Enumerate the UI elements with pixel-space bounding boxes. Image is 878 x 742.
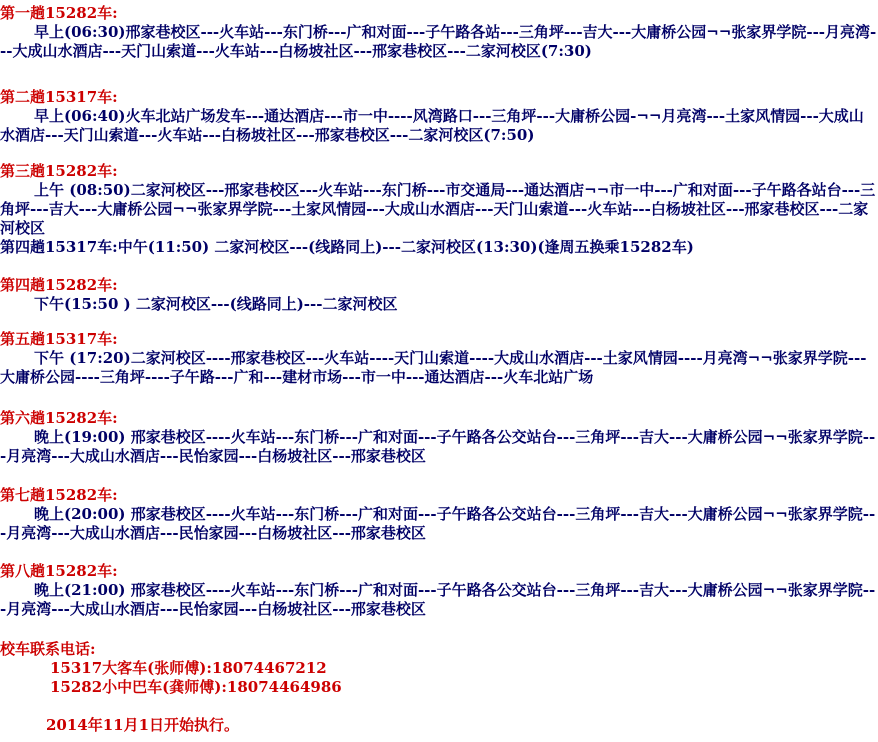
trip-5 bbox=[0, 330, 878, 387]
effective-date-note: 2014年11月1日开始执行。 bbox=[46, 716, 240, 734]
trip-2 bbox=[0, 88, 878, 145]
trip-1-heading: 第一趟15282车: bbox=[0, 4, 118, 22]
trip-8 bbox=[0, 562, 878, 619]
trip-2-route: 早上(06:40)火车北站广场发车---通达酒店---市一中----风湾路口---三角坪---大庸桥公园-¬¬月亮湾---土家风情园---大成山水酒店---天门山索道---火车站---白杨坡社区---邢家巷校区---二家河校区(7:50) bbox=[0, 107, 864, 144]
contact-line-2: 15282小中巴车(龚师傅):18074464986 bbox=[50, 678, 342, 696]
contact-line-1: 15317大客车(张师傅):18074467212 bbox=[50, 659, 327, 677]
trip-4-route: 下午(15:50 ) 二家河校区---(线路同上)---二家河校区 bbox=[34, 295, 398, 313]
contact-section bbox=[0, 640, 878, 697]
contact-title: 校车联系电话: bbox=[0, 640, 96, 658]
trip-8-heading: 第八趟15282车: bbox=[0, 562, 118, 580]
trip-7 bbox=[0, 486, 878, 543]
trip-7-heading: 第七趟15282车: bbox=[0, 486, 118, 504]
trip-3-route: 上午 (08:50)二家河校区---邢家巷校区---火车站---东门桥---市交通局---通达酒店¬¬市一中---广和对面---子午路各站台---三角坪---吉大---大庸桥公园¬¬张家界学院---土家风情园---大成山水酒店---天门山索道---火车站---白杨坡社区---邢家巷校区---二家河校区 bbox=[0, 181, 876, 237]
trip-3 bbox=[0, 162, 878, 257]
trip-6-heading: 第六趟15282车: bbox=[0, 409, 118, 427]
trip-5-heading: 第五趟15317车: bbox=[0, 330, 118, 348]
trip-7-route: 晚上(20:00) 邢家巷校区----火车站---东门桥---广和对面---子午路各公交站台---三角坪---吉大---大庸桥公园¬¬张家界学院---月亮湾---大成山水酒店---民怡家园---白杨坡社区---邢家巷校区 bbox=[0, 505, 876, 542]
trip-4 bbox=[0, 276, 878, 314]
trip-8-route: 晚上(21:00) 邢家巷校区----火车站---东门桥---广和对面---子午路各公交站台---三角坪---吉大---大庸桥公园¬¬张家界学院---月亮湾---大成山水酒店---民怡家园---白杨坡社区---邢家巷校区 bbox=[0, 581, 876, 618]
trip-3-heading: 第三趟15282车: bbox=[0, 162, 118, 180]
trip-2-heading: 第二趟15317车: bbox=[0, 88, 118, 106]
trip-1-route: 早上(06:30)邢家巷校区---火车站---东门桥---广和对面---子午路各站---三角坪---吉大---大庸桥公园¬¬张家界学院---月亮湾---大成山水酒店---天门山索道---火车站---白杨坡社区---邢家巷校区---二家河校区(7:30) bbox=[0, 23, 877, 60]
trip-1 bbox=[0, 4, 878, 61]
trip-5-route: 下午 (17:20)二家河校区----邢家巷校区---火车站----天门山索道----大成山水酒店---土家风情园----月亮湾¬¬张家界学院---大庸桥公园----三角坪----子午路---广和---建材市场---市一中---通达酒店---火车北站广场 bbox=[0, 349, 867, 386]
trip-4-noon-line: 第四趟15317车:中午(11:50) 二家河校区---(线路同上)---二家河校区(13:30)(逢周五换乘15282车) bbox=[0, 238, 694, 256]
trip-6 bbox=[0, 409, 878, 466]
trip-4-heading: 第四趟15282车: bbox=[0, 276, 118, 294]
trip-6-route: 晚上(19:00) 邢家巷校区----火车站---东门桥---广和对面---子午路各公交站台---三角坪---吉大---大庸桥公园¬¬张家界学院---月亮湾---大成山水酒店---民怡家园---白杨坡社区---邢家巷校区 bbox=[0, 428, 876, 465]
